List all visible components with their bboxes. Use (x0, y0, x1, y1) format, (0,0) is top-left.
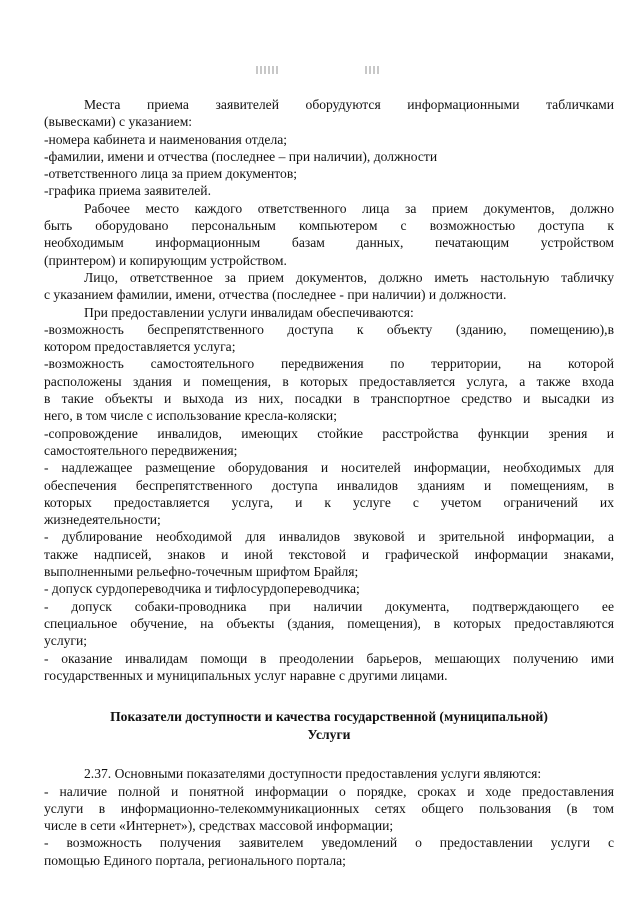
text-line: котором предоставляется услуга; (44, 339, 236, 355)
text-line: -возможность беспрепятственного доступа к объекту (зданию, помещению),в (44, 321, 614, 337)
text-line: - надлежащее размещение оборудования и носителей информации, необходимых для (44, 460, 614, 476)
text-line: 2.37. Основными показателями доступности предоставления услуги являются: (84, 766, 542, 782)
text-line: - оказание инвалидам помощи в преодолении барьеров, мешающих получению ими (44, 650, 614, 666)
text-line: расположены здания и помещения, в которых предоставляется услуга, а также входа (44, 373, 614, 389)
body-text-upper (44, 96, 614, 684)
text-line: - наличие полной и понятной информации о порядке, сроках и ходе предоставления (44, 783, 614, 799)
text-line: которых предоставляется услуга, и к услуге с учетом ограничений их (44, 494, 614, 510)
text-line: в такие объекты и выхода из них, посадки в транспортное средство и высадки из (44, 391, 614, 407)
text-line: -возможность самостоятельного передвижения по территории, на которой (44, 356, 614, 372)
text-line: Лицо, ответственное за прием документов, должно иметь настольную табличку (84, 269, 614, 285)
text-line: государственных и муниципальных услуг наравне с другими лицами. (44, 667, 448, 683)
text-line: помощью Единого портала, регионального портала; (44, 852, 346, 868)
text-line: Места приема заявителей оборудуются информационными табличками (84, 97, 614, 112)
scan-artifact (256, 66, 278, 74)
text-line: -номера кабинета и наименования отдела; (44, 131, 288, 147)
text-line: (принтером) и копирующим устройством. (44, 252, 287, 268)
text-line: него, в том числе с использование кресла-коляски; (44, 408, 337, 424)
text-line: -ответственного лица за прием документов; (44, 166, 298, 182)
section-heading-line-1: Показатели доступности и качества государственной (муниципальной) (110, 709, 548, 725)
text-line: с указанием фамилии, имени, отчества (последнее - при наличии) и должности. (44, 287, 507, 303)
text-line: выполненными рельефно-точечным шрифтом Брайля; (44, 564, 359, 580)
text-line: - дублирование необходимой для инвалидов звуковой и зрительной информации, а (44, 529, 614, 545)
text-line: быть оборудовано персональным компьютером с возможностью доступа к (44, 218, 614, 234)
text-line: При предоставлении услуги инвалидам обеспечиваются: (84, 304, 414, 320)
spacer (44, 743, 614, 765)
text-line: специальное обучение, на объекты (здания, помещения), в которых предоставляются (44, 615, 614, 631)
text-line: - возможность получения заявителем уведомлений о предоставлении услуги с (44, 835, 614, 851)
text-line: -фамилии, имени и отчества (последнее – при наличии), должности (44, 148, 438, 164)
text-line: также надписей, знаков и иной текстовой и графической информации знаками, (44, 546, 614, 562)
text-line: -сопровождение инвалидов, имеющих стойкие расстройства функции зрения и (44, 425, 614, 441)
text-line: услуги в информационно-телекоммуникационных сетях общего пользования (в том (44, 800, 614, 816)
text-line: необходимым информационным базам данных, печатающим устройством (44, 235, 614, 251)
text-line: числе в сети «Интернет»), средствах массовой информации; (44, 818, 394, 834)
text-line: - допуск сурдопереводчика и тифлосурдопереводчика; (44, 581, 360, 597)
section-heading-line-2: Услуги (307, 726, 351, 742)
body-text-lower (44, 765, 614, 869)
text-line: обеспечения беспрепятственного доступа инвалидов зданиям и помещениям, в (44, 477, 614, 493)
text-line: (вывесками) с указанием: (44, 114, 193, 130)
text-line: -графика приема заявителей. (44, 183, 211, 199)
text-line: услуги; (44, 633, 88, 649)
text-line: Рабочее место каждого ответственного лица за прием документов, должно (84, 200, 614, 216)
text-line: самостоятельного передвижения; (44, 442, 238, 458)
scan-artifact (365, 66, 379, 74)
section-heading (44, 708, 614, 743)
text-line: жизнедеятельности; (44, 512, 161, 528)
text-line: - допуск собаки-проводника при наличии документа, подтверждающего ее (44, 598, 614, 614)
